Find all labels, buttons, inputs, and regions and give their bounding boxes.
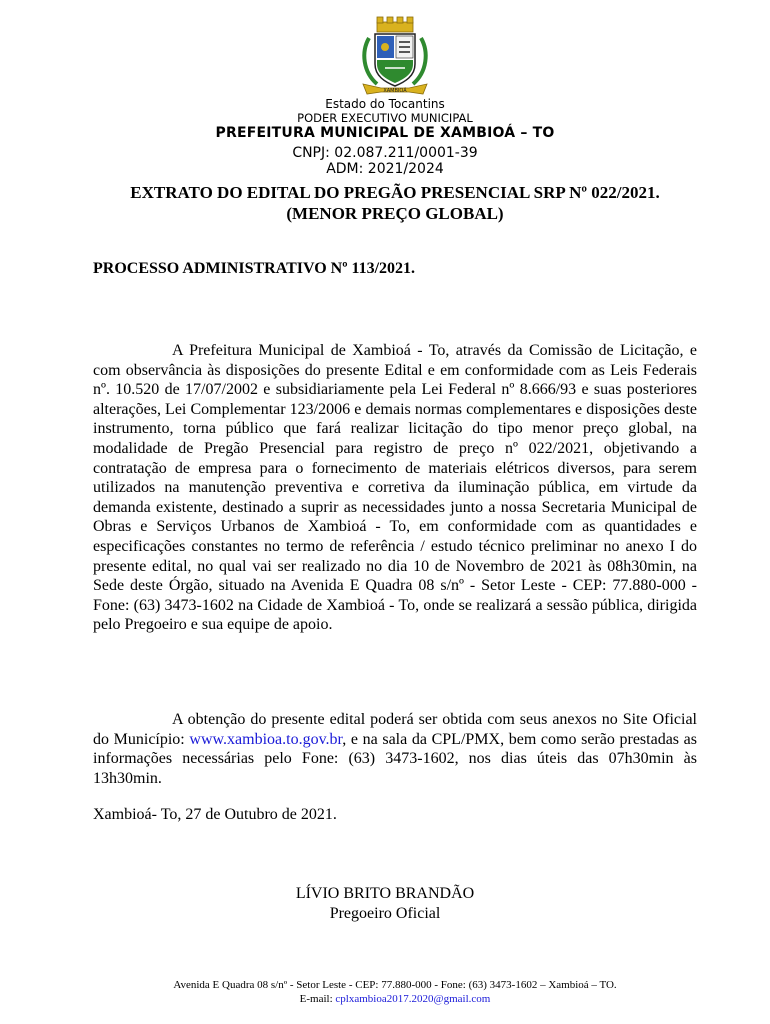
process-number: PROCESSO ADMINISTRATIVO Nº 113/2021.	[93, 260, 416, 277]
document-subtitle: (MENOR PREÇO GLOBAL)	[286, 204, 504, 223]
footer-email-link[interactable]: cplxambioa2017.2020@gmail.com	[335, 993, 491, 1005]
paragraph-2-intro: A obtenção do presente edital poderá ser obtida com seus anexos no Site Oficial do Município:	[93, 711, 697, 748]
footer-address: Avenida E Quadra 08 s/nº - Setor Leste - CEP: 77.880-000 - Fone: (63) 3473-1602 – Xambioá – TO.	[173, 979, 617, 991]
footer-email-line	[0, 993, 770, 1005]
header-state: Estado do Tocantins	[325, 97, 445, 111]
header-prefecture: PREFEITURA MUNICIPAL DE XAMBIOÁ – TO	[215, 125, 555, 141]
header-adm: ADM: 2021/2024	[326, 161, 444, 177]
place-date: Xambioá- To, 27 de Outubro de 2021.	[93, 806, 337, 823]
crest-ribbon-text: XAMBIOÁ	[383, 88, 407, 94]
footer-email-label: E-mail:	[299, 993, 336, 1005]
body-paragraph-2	[93, 710, 697, 788]
signatory-role: Pregoeiro Oficial	[329, 905, 441, 922]
header-power: PODER EXECUTIVO MUNICIPAL	[297, 111, 473, 125]
signatory-name: LÍVIO BRITO BRANDÃO	[295, 885, 475, 902]
header-cnpj: CNPJ: 02.087.211/0001-39	[292, 145, 478, 161]
municipal-coat-of-arms-icon	[355, 14, 435, 100]
body-paragraph-1: A Prefeitura Municipal de Xambioá - To, através da Comissão de Licitação, e com observância às disposições do presente Edital e em conformidade com as Leis Federais nº. 10.520 de 17/07/2002 e subsidiariamente pela Lei Federal nº 8.666/93 e suas posteriores alterações, Lei Complementar 123/2006 e demais normas complementares e disposições deste instrumento, torna público que fará realizar licitação do tipo menor preço global, na modalidade de Pregão Presencial para registro de preço nº 022/2021, objetivando a contratação de empresa para o fornecimento de materiais elétricos diversos, para serem utilizados na manutenção preventiva e corretiva da iluminação pública, em virtude da demanda existente, destinado a suprir as necessidades junto a nossa Secretaria Municipal de Obras e Serviços Urbanos de Xambioá - To, em conformidade com as quantidades e especificações constantes no termo de referência / estudo técnico preliminar no anexo I do presente edital, no qual vai ser realizado no dia 10 de Novembro de 2021 às 08h30min, na Sede deste Órgão, situado na Avenida E Quadra 08 s/nº - Setor Leste - CEP: 77.880-000 - Fone: (63) 3473-1602 na Cidade de Xambioá - To, onde se realizará a sessão pública, dirigida pelo Pregoeiro e sua equipe de apoio.	[93, 342, 697, 634]
website-link[interactable]: www.xambioa.to.gov.br	[189, 730, 343, 748]
document-title: EXTRATO DO EDITAL DO PREGÃO PRESENCIAL SRP Nº 022/2021.	[130, 183, 660, 202]
paragraph-2-rest: , e na sala da CPL/PMX, bem como serão prestadas as informações necessárias pelo Fone: (63) 3473-1602, nos dias úteis das 07h30min às 13h30min.	[93, 730, 698, 787]
